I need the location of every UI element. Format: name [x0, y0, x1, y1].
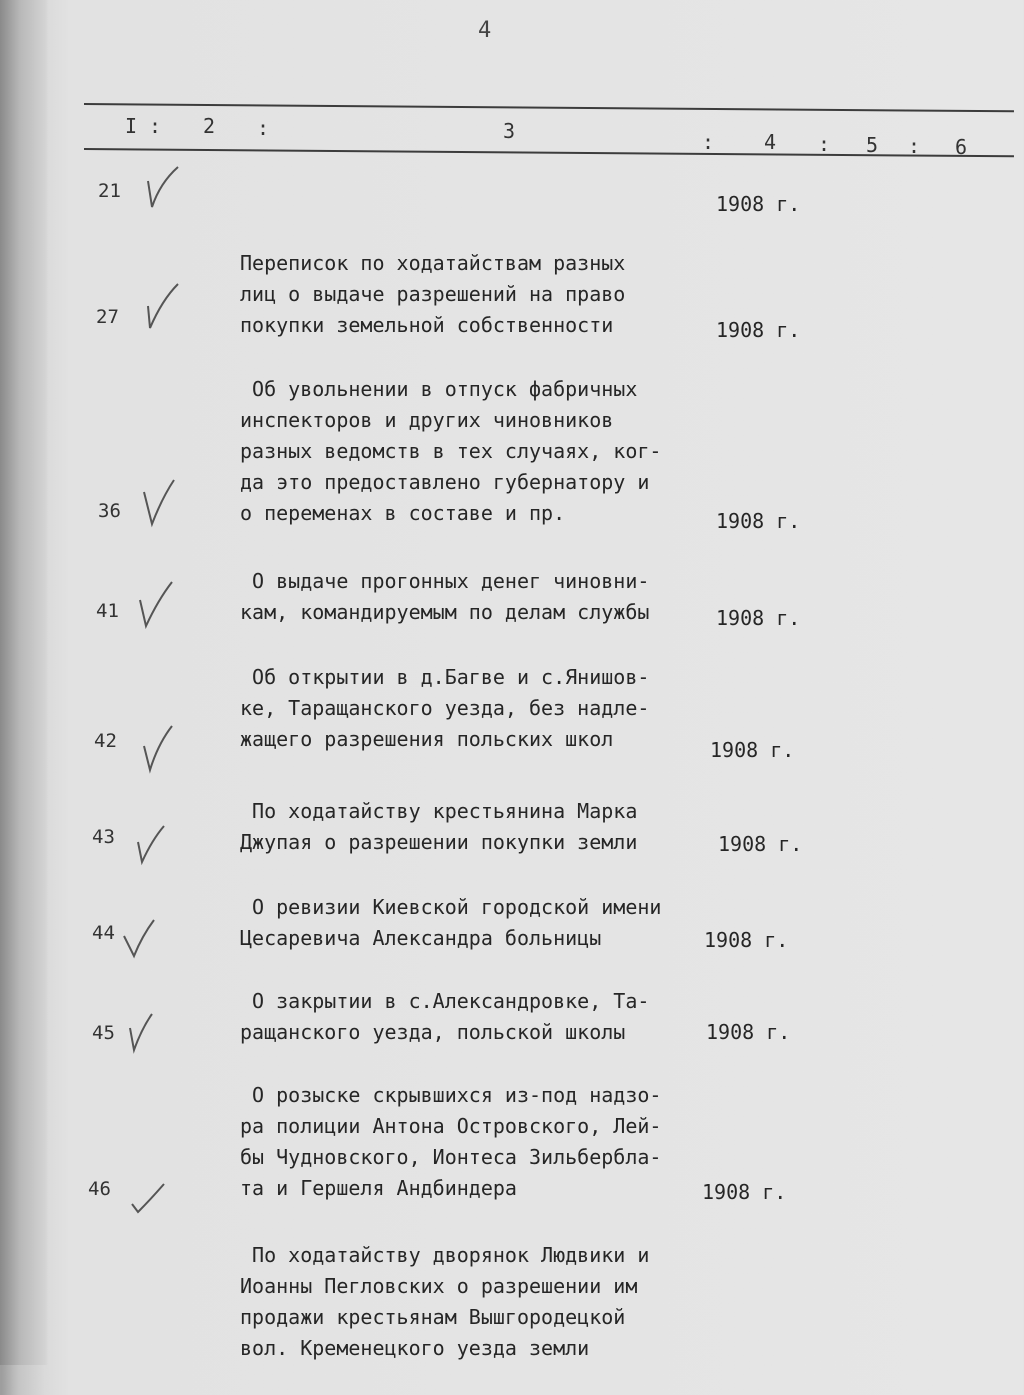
binding-edge: [0, 0, 48, 1365]
row-number: 44: [92, 922, 115, 944]
row-date: 1908 г.: [706, 1020, 791, 1044]
column-header-6: 6: [955, 135, 968, 159]
checkmark-icon: [118, 910, 160, 960]
checkmark-icon: [132, 818, 174, 868]
row-description: Переписок по ходатайствам разных лиц о выдаче разрешений на право покупки земельной собственности: [240, 251, 626, 337]
checkmark-icon: [120, 1004, 162, 1054]
row-date: 1908 г.: [704, 928, 789, 952]
row-number: 21: [98, 180, 121, 202]
header-rule-top: [84, 103, 1014, 112]
row-description: О закрытии в с.Александровке, Та- ращанского уезда, польской школы: [240, 989, 650, 1044]
column-separator: :: [908, 134, 921, 158]
row-description: О розыске скрывшихся из-под надзо- ра полиции Антона Островского, Лей- бы Чудновского, Ионтеса Зильберблa- та и Гершеля Андбиндера: [240, 1083, 662, 1200]
column-header-5: 5: [866, 133, 879, 157]
row-number: 36: [98, 500, 121, 522]
row-date: 1908 г.: [718, 832, 803, 856]
row-description: О выдаче прогонных денег чиновни- кам, командируемым по делам службы: [240, 569, 650, 624]
row-date: 1908 г.: [716, 509, 801, 533]
column-separator: :: [702, 130, 715, 154]
row-number: 42: [94, 730, 117, 752]
column-header-3: 3: [503, 119, 516, 143]
column-header-2: 2: [203, 114, 216, 138]
row-description: Об увольнении в отпуск фабричных инспекторов и других чиновников разных ведомств в тех случаях, ког- да это предоставлено губернатору и о переменах в составе и пр.: [240, 377, 662, 525]
row-number: 27: [96, 306, 119, 328]
column-separator: :: [149, 114, 162, 138]
checkmark-icon: [140, 282, 182, 332]
row-number: 41: [96, 600, 119, 622]
row-description: Об открытии в д.Багве и с.Янишов- ке, Таращанского уезда, без надле- жащего разрешения польских школ: [240, 665, 650, 751]
row-description: По ходатайству дворянок Людвики и Иоанны Пегловских о разрешении им продажи крестьянам Вышгородецкой вол. Кременецкого уезда земли: [240, 1243, 650, 1360]
row-date: 1908 г.: [716, 192, 801, 216]
checkmark-icon: [136, 580, 178, 630]
row-number: 46: [88, 1178, 111, 1200]
checkmark-icon: [136, 724, 178, 774]
row-number: 43: [92, 826, 115, 848]
row-date: 1908 г.: [716, 318, 801, 342]
checkmark-icon: [140, 478, 182, 528]
row-date: 1908 г.: [710, 738, 795, 762]
row-date: 1908 г.: [702, 1180, 787, 1204]
checkmark-icon: [128, 1180, 170, 1230]
checkmark-icon: [140, 163, 182, 213]
row-description: По ходатайству крестьянина Марка Джупая о разрешении покупки земли: [240, 799, 638, 854]
row-number: 45: [92, 1022, 115, 1044]
column-header-1: I: [125, 114, 138, 138]
page-number: 4: [478, 18, 492, 43]
row-description: О ревизии Киевской городской имени Цесаревича Александра больницы: [240, 895, 662, 950]
row-date: 1908 г.: [716, 606, 801, 630]
column-header-4: 4: [764, 130, 777, 154]
column-separator: :: [257, 116, 270, 140]
column-separator: :: [818, 132, 831, 156]
